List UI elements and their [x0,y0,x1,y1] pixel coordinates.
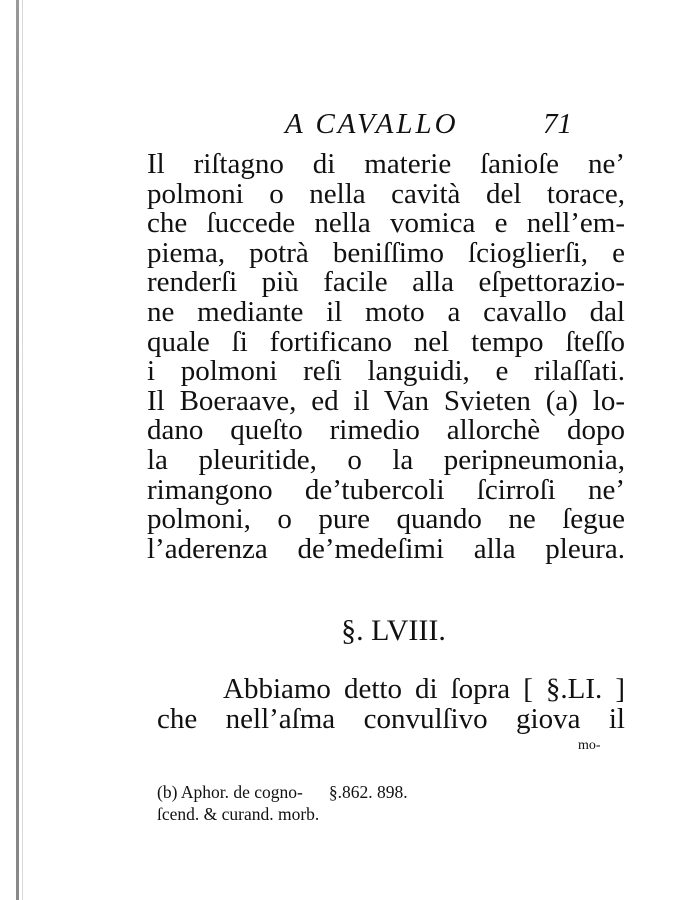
text-line: renderſi più facile alla eſpettorazio- [147,266,625,299]
text-line: la pleuritide, o la peripneumonia, [147,443,625,476]
page-number: 71 [543,108,572,140]
running-title: A CAVALLO [285,108,459,140]
body-text [147,150,625,564]
text-line: polmoni, o pure quando ne ſegue [147,503,625,536]
text-line: l’aderenza de’medeſimi alla pleura. [147,532,625,565]
paragraph-2 [157,675,625,734]
text-line: che nell’aſma convulſivo giova il [157,702,625,735]
footnote-line: ſcend. & curand. morb. [157,804,320,824]
footnote-reference: §.862. 898. [328,782,408,802]
catchword: mo- [578,738,601,753]
text-line: piema, potrà beniſſimo ſcioglierſi, e [147,236,625,269]
section-heading: §. LVIII. [341,614,446,647]
page-header [147,108,625,142]
text-line: quale ſi fortificano nel tempo ſteſſo [147,325,625,358]
text-line: Il riſtagno di materie ſanioſe ne’ [147,148,625,180]
text-line: Abbiamo detto di ſopra [ §.LI. ] [223,673,625,705]
text-line: Il Boeraave, ed il Van Svieten (a) lo- [147,384,625,417]
text-line: dano queſto rimedio allorchè dopo [147,414,625,447]
text-line: che ſuccede nella vomica e nell’em- [147,207,625,240]
text-line: polmoni o nella cavità del torace, [147,177,625,210]
footnote [157,781,408,825]
book-binding-edge [16,0,19,900]
footnote-line: (b) Aphor. de cogno- [157,782,303,802]
text-line: ne mediante il moto a cavallo dal [147,295,625,328]
page-gutter-shadow [22,0,23,900]
text-line: rimangono de’tubercoli ſcirroſi ne’ [147,473,625,506]
text-line: i polmoni reſi languidi, e rilaſſati. [147,355,625,388]
